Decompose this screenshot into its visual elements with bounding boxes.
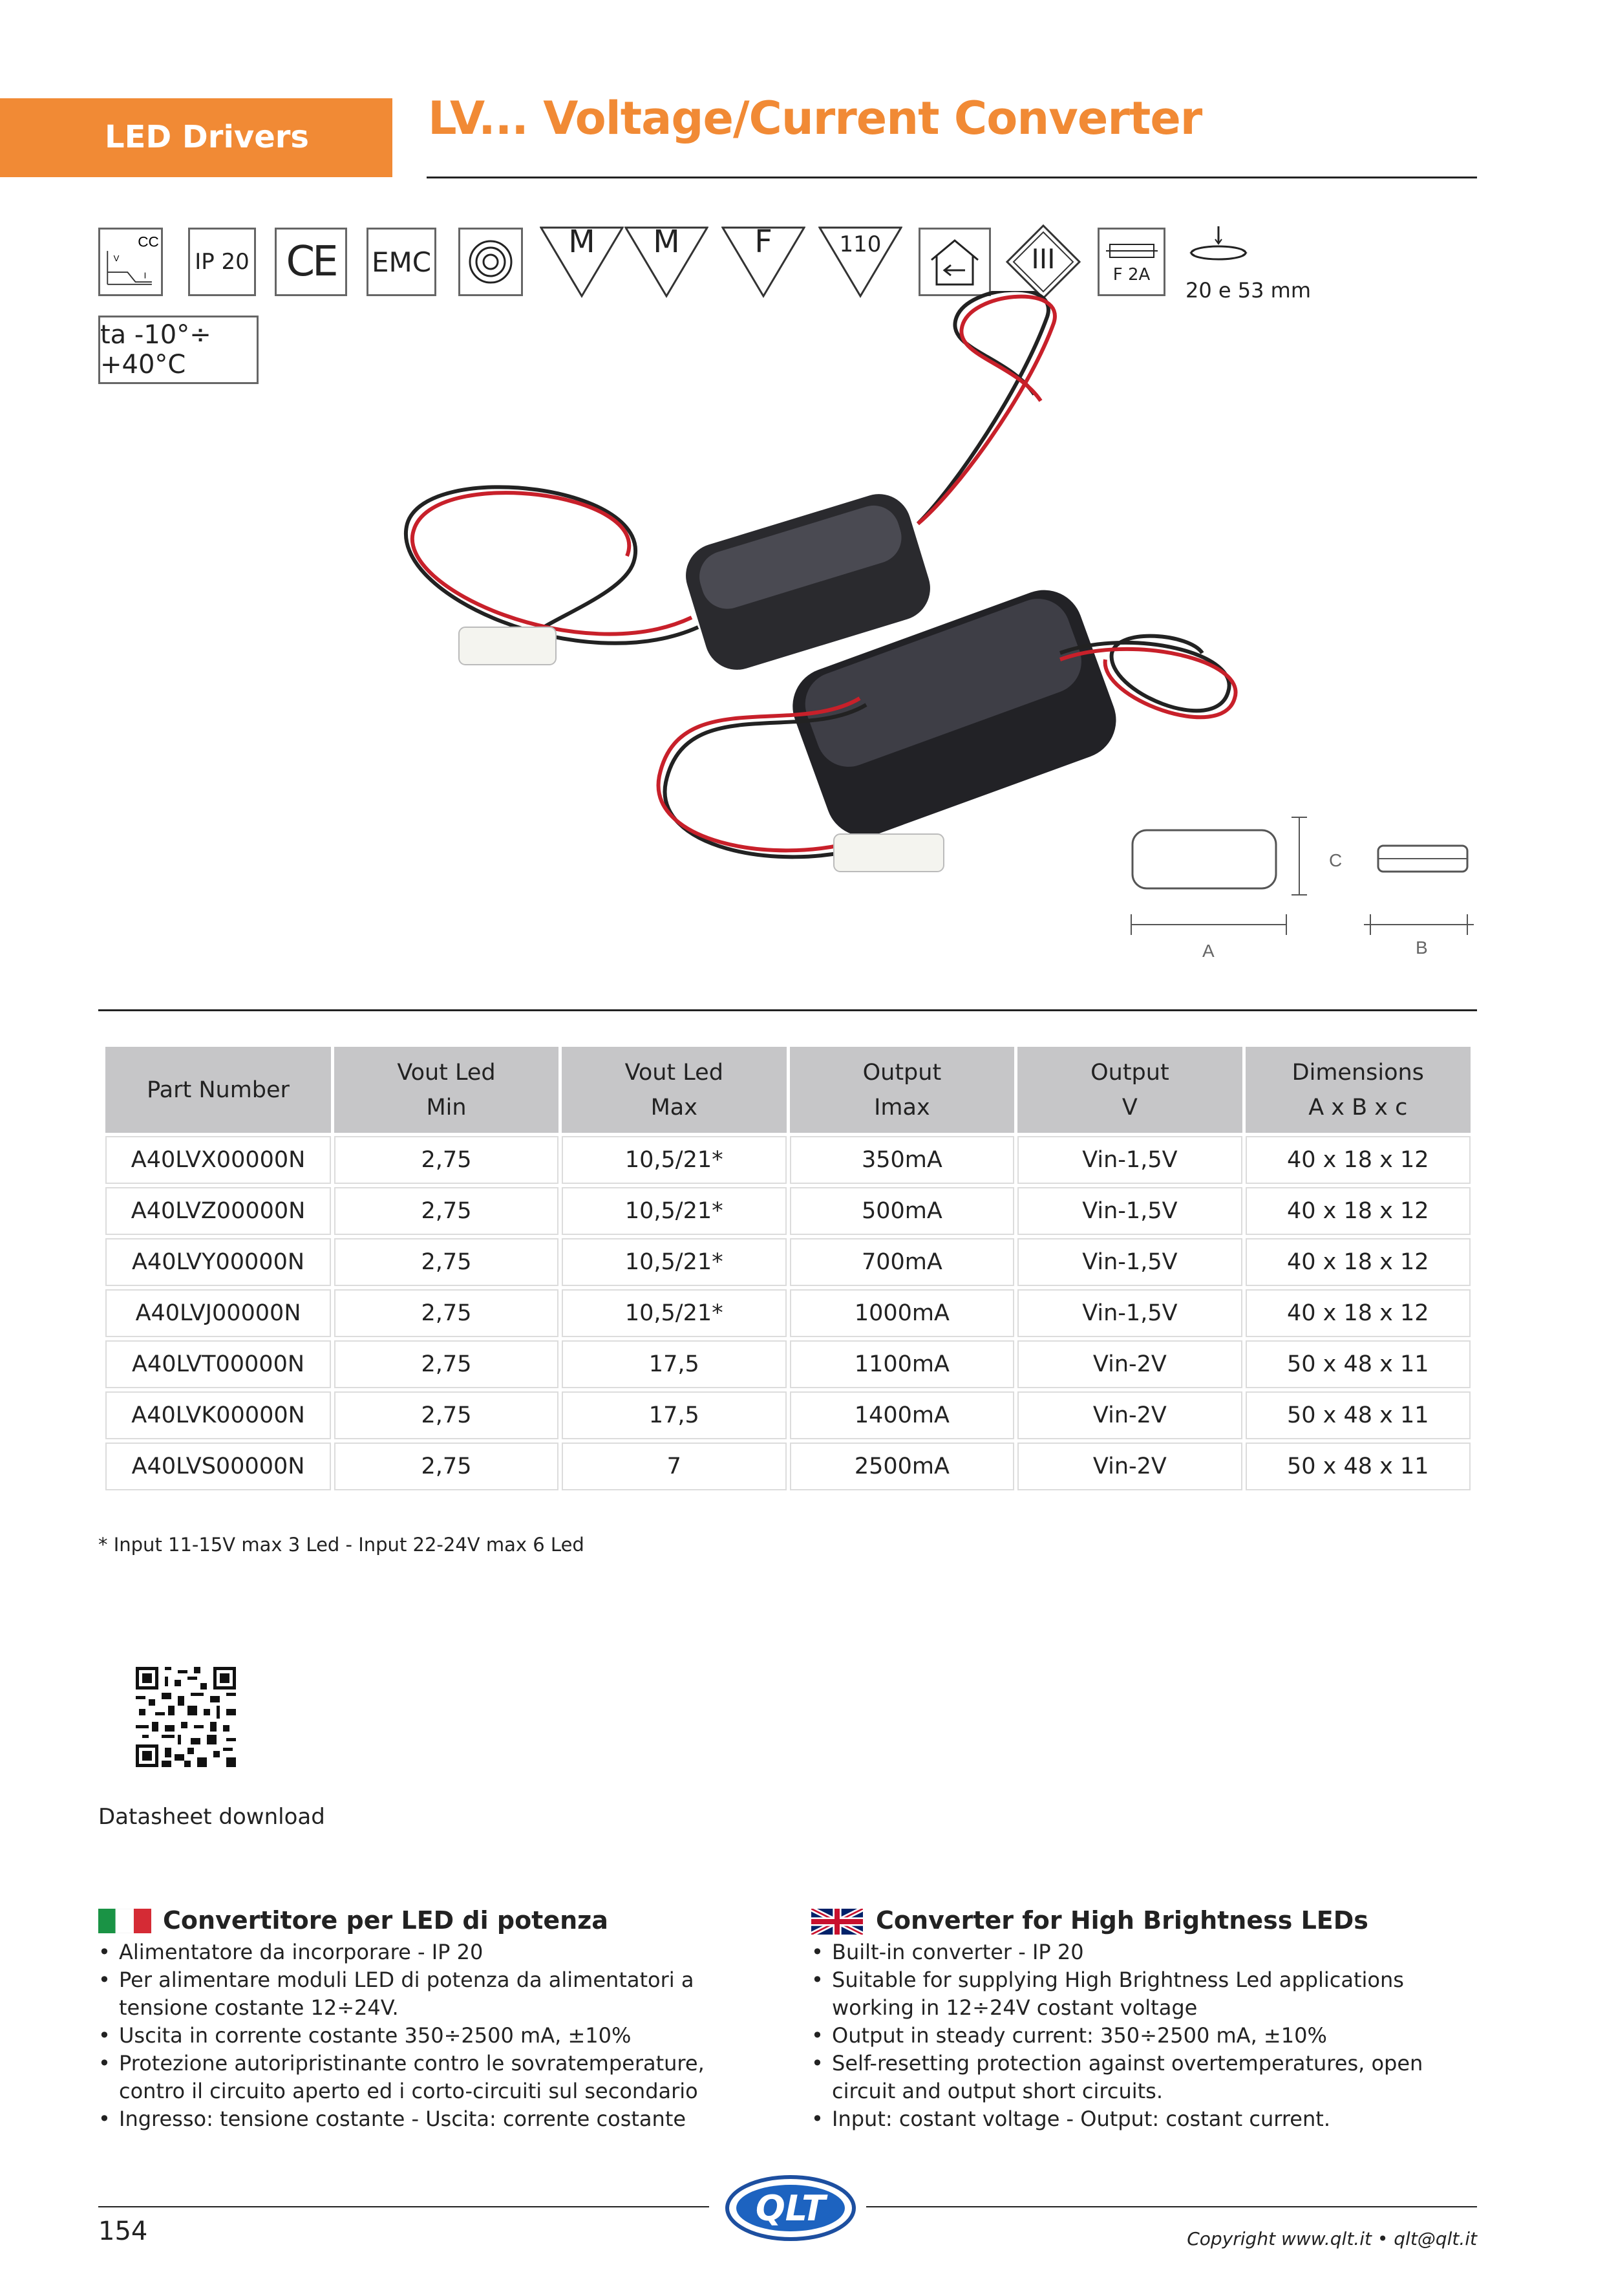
table-row: A40LVX00000N 2,75 10,5/21* 350mA Vin-1,5V 40 x 18 x 12 (105, 1136, 1471, 1184)
title-divider (427, 177, 1477, 178)
dim-b-label: B (1416, 938, 1428, 957)
list-item: • Protezione autoripristinante contro le sovratemperature, contro il circuito aperto ed i corto-circuiti sul secondario (98, 2050, 771, 2105)
category-label: LED Drivers (105, 119, 309, 155)
cc-label: CC (138, 233, 159, 250)
ce-mark-icon: CE (275, 228, 347, 296)
footer-rule-right (866, 2206, 1477, 2207)
cc-icon (98, 228, 163, 296)
table-divider (98, 1009, 1477, 1011)
table-row: A40LVS00000N 2,75 7 2500mA Vin-2V 50 x 48 x 11 (105, 1443, 1471, 1490)
col-vout-min: Vout Led Min (334, 1047, 558, 1133)
ambient-temp-badge: ta -10°÷ +40°C (98, 316, 259, 384)
double-insulation-icon (458, 228, 523, 296)
page-title: LV... Voltage/Current Converter (428, 92, 1202, 145)
svg-text:QLT: QLT (755, 2188, 826, 2229)
dim-a-label: A (1202, 941, 1215, 957)
svg-text:I: I (144, 270, 147, 281)
list-item: • Alimentatore da incorporare - IP 20 (98, 1938, 771, 1966)
en-section-title: Converter for High Brightness LEDs (876, 1906, 1368, 1935)
table-row: A40LVK00000N 2,75 17,5 1400mA Vin-2V 50 x 48 x 11 (105, 1391, 1471, 1439)
qlt-logo (723, 2173, 858, 2244)
italian-flag-icon (98, 1909, 151, 1933)
list-item: • Per alimentare moduli LED di potenza da alimentatori a tensione costante 12÷24V. (98, 1966, 771, 2022)
col-output-imax: Output Imax (790, 1047, 1015, 1133)
footer-rule-left (98, 2206, 709, 2207)
svg-text:V: V (113, 253, 120, 264)
list-item: • Input: costant voltage - Output: costant current. (811, 2105, 1483, 2133)
table-row: A40LVT00000N 2,75 17,5 1100mA Vin-2V 50 x 48 x 11 (105, 1340, 1471, 1388)
col-output-v: Output V (1017, 1047, 1242, 1133)
table-row: A40LVJ00000N 2,75 10,5/21* 1000mA Vin-1,5V 40 x 18 x 12 (105, 1289, 1471, 1337)
it-feature-list (98, 1938, 771, 2133)
table-footnote: * Input 11-15V max 3 Led - Input 22-24V max 6 Led (98, 1534, 584, 1556)
list-item: • Suitable for supplying High Brightness Led applications working in 12÷24V costant voltage (811, 1966, 1483, 2022)
ip20-icon: IP 20 (188, 228, 256, 296)
copyright: Copyright www.qlt.it • qlt@qlt.it (1187, 2228, 1477, 2249)
list-item: • Output in steady current: 350÷2500 mA, ±10% (811, 2022, 1483, 2050)
list-item: • Built-in converter - IP 20 (811, 1938, 1483, 1966)
list-item: • Ingresso: tensione costante - Uscita: corrente costante (98, 2105, 771, 2133)
qr-code-icon[interactable] (136, 1667, 236, 1767)
mm-mark-icon: M (624, 226, 708, 304)
page-number: 154 (98, 2216, 148, 2246)
temp-110-icon: 110 (818, 226, 902, 304)
f-mark-icon: F (721, 226, 805, 304)
class-iii-icon: III (1005, 224, 1081, 300)
it-section-title: Convertitore per LED di potenza (163, 1906, 608, 1935)
indoor-use-icon (919, 228, 991, 296)
table-row: A40LVZ00000N 2,75 10,5/21* 500mA Vin-1,5V 40 x 18 x 12 (105, 1187, 1471, 1235)
table-row: A40LVY00000N 2,75 10,5/21* 700mA Vin-1,5V 40 x 18 x 12 (105, 1238, 1471, 1286)
col-dimensions: Dimensions A x B x c (1246, 1047, 1471, 1133)
dim-c-label: C (1329, 850, 1343, 870)
parts-table (102, 1044, 1474, 1494)
emc-icon: EMC (367, 228, 436, 296)
cutout-icon (1183, 223, 1254, 268)
table-header-row (105, 1047, 1471, 1133)
uk-flag-icon (811, 1909, 863, 1935)
m-mark-icon: M (540, 226, 624, 304)
list-item: • Self-resetting protection against overtemperatures, open circuit and output short circuits. (811, 2050, 1483, 2105)
list-item: • Uscita in corrente costante 350÷2500 mA, ±10% (98, 2022, 771, 2050)
col-part-number: Part Number (105, 1047, 331, 1133)
dimension-drawing (1125, 808, 1487, 957)
cutout-label: 20 e 53 mm (1185, 278, 1311, 303)
fuse-icon: F 2A (1098, 228, 1165, 296)
qr-caption: Datasheet download (98, 1804, 325, 1830)
col-vout-max: Vout Led Max (562, 1047, 787, 1133)
en-feature-list (811, 1938, 1483, 2133)
